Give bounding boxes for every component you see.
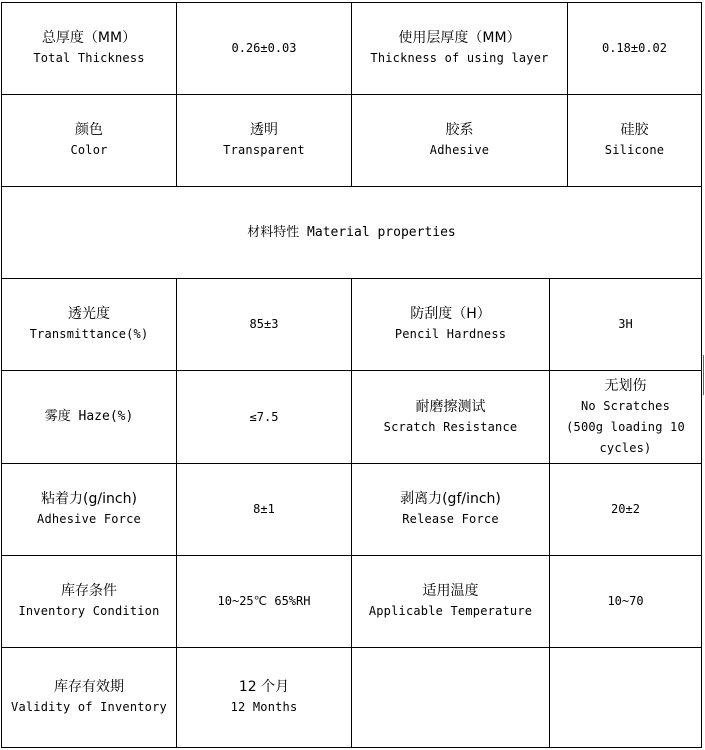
value-text: 10~70 bbox=[607, 594, 644, 608]
label-zh: 使用层厚度（MM） bbox=[398, 30, 521, 46]
label-zh: 粘着力(g/inch) bbox=[41, 491, 137, 507]
adhesive-force-value bbox=[177, 464, 351, 555]
scratch-resistance-value bbox=[550, 371, 701, 463]
value-text: 85±3 bbox=[249, 317, 279, 331]
label-en: Total Thickness bbox=[33, 51, 145, 65]
label-zh: 胶系 bbox=[445, 122, 474, 138]
value-text: 8±1 bbox=[253, 502, 275, 516]
scrollbar-marker bbox=[703, 355, 704, 395]
value-zh: 12 个月 bbox=[238, 679, 290, 695]
label-en: Scratch Resistance bbox=[383, 419, 518, 434]
label-zh: 库存有效期 bbox=[54, 679, 124, 695]
value-text: 3H bbox=[618, 317, 633, 331]
using-layer-thickness-label bbox=[352, 3, 567, 94]
value-text: 10~25℃ 65%RH bbox=[217, 594, 311, 608]
section-title-text: 材料特性 Material properties bbox=[247, 224, 456, 240]
color-value bbox=[177, 95, 351, 186]
using-layer-thickness-value bbox=[568, 3, 701, 94]
applicable-temperature-label bbox=[352, 556, 549, 647]
label-en: Transmittance(%) bbox=[29, 327, 149, 341]
validity-label bbox=[2, 648, 176, 747]
transmittance-value bbox=[177, 279, 351, 370]
value-en: cycles) bbox=[599, 440, 652, 455]
table-border bbox=[701, 2, 702, 748]
validity-value bbox=[177, 648, 351, 747]
label-zh: 总厚度（MM） bbox=[41, 30, 137, 46]
adhesive-label bbox=[352, 95, 567, 186]
label-zh: 防刮度（H） bbox=[410, 306, 491, 322]
value-text: 0.18±0.02 bbox=[601, 41, 668, 55]
label-text: 雾度 Haze(%) bbox=[44, 409, 134, 424]
value-en: No Scratches bbox=[580, 398, 671, 413]
transmittance-label bbox=[2, 279, 176, 370]
value-text: ≤7.5 bbox=[249, 409, 279, 424]
pencil-hardness-label bbox=[352, 279, 549, 370]
applicable-temperature-value bbox=[550, 556, 701, 647]
adhesive-force-label bbox=[2, 464, 176, 555]
label-zh: 透光度 bbox=[68, 306, 110, 322]
label-zh: 剥离力(gf/inch) bbox=[400, 491, 501, 507]
empty-cell bbox=[352, 648, 549, 747]
haze-value bbox=[177, 371, 351, 463]
label-en: Release Force bbox=[402, 512, 499, 526]
release-force-value bbox=[550, 464, 701, 555]
label-zh: 耐磨擦测试 bbox=[415, 398, 486, 415]
section-title bbox=[2, 187, 701, 278]
label-en: Inventory Condition bbox=[18, 604, 160, 618]
pencil-hardness-value bbox=[550, 279, 701, 370]
value-en: Silicone bbox=[604, 143, 665, 157]
total-thickness-value bbox=[177, 3, 351, 94]
color-label bbox=[2, 95, 176, 186]
value-en: (500g loading 10 bbox=[566, 419, 685, 434]
scratch-resistance-label bbox=[352, 371, 549, 463]
value-en: Transparent bbox=[223, 143, 305, 157]
label-en: Thickness of using layer bbox=[370, 51, 549, 65]
value-text: 20±2 bbox=[611, 502, 640, 516]
label-zh: 库存条件 bbox=[61, 583, 117, 599]
label-en: Color bbox=[70, 143, 108, 157]
haze-label bbox=[2, 371, 176, 463]
release-force-label bbox=[352, 464, 549, 555]
label-en: Adhesive Force bbox=[37, 512, 141, 526]
inventory-condition-label bbox=[2, 556, 176, 647]
value-zh: 无划伤 bbox=[604, 377, 647, 394]
value-en: 12 Months bbox=[230, 700, 298, 714]
label-en: Pencil Hardness bbox=[394, 327, 507, 341]
value-zh: 硅胶 bbox=[620, 122, 649, 138]
label-zh: 适用温度 bbox=[422, 583, 479, 599]
value-text: 0.26±0.03 bbox=[231, 41, 297, 55]
label-en: Validity of Inventory bbox=[11, 700, 167, 714]
label-zh: 颜色 bbox=[75, 122, 103, 138]
adhesive-value bbox=[568, 95, 701, 186]
empty-cell bbox=[550, 648, 701, 747]
label-en: Applicable Temperature bbox=[368, 604, 533, 618]
total-thickness-label bbox=[2, 3, 176, 94]
value-zh: 透明 bbox=[250, 122, 278, 138]
inventory-condition-value bbox=[177, 556, 351, 647]
label-en: Adhesive bbox=[429, 143, 490, 157]
